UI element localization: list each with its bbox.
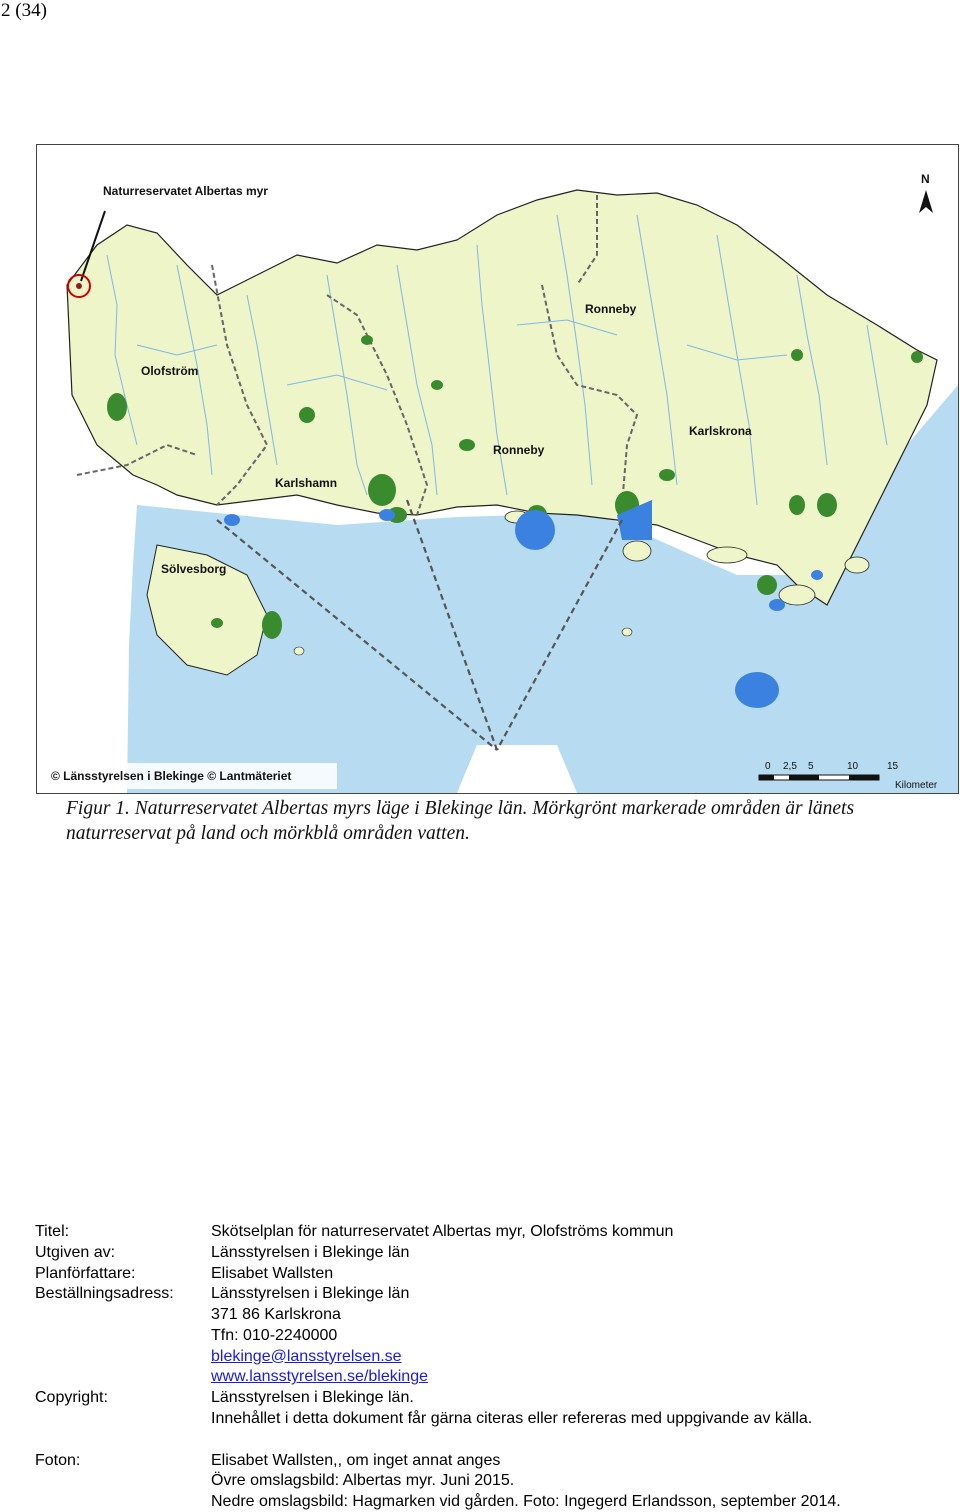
north-label: N (921, 172, 930, 186)
publisher-value: Länsstyrelsen i Blekinge län (211, 1243, 410, 1261)
map-canvas (37, 145, 958, 793)
town-label-olofstrom: Olofström (141, 364, 199, 378)
photos-line-1: Elisabet Wallsten,, om inget annat anges (211, 1451, 501, 1469)
order-address-line-2: 371 86 Karlskrona (211, 1306, 341, 1324)
title-label: Titel: (35, 1223, 70, 1240)
website-link[interactable]: www.lansstyrelsen.se/blekinge (211, 1368, 428, 1386)
photos-line-2: Övre omslagsbild: Albertas myr. Juni 2015. (211, 1472, 515, 1490)
photos-label: Foton: (35, 1451, 81, 1469)
town-label-ronneby: Ronneby (493, 443, 545, 457)
town-label-ronneby-north: Ronneby (585, 302, 637, 316)
publisher-label: Utgiven av: (35, 1243, 116, 1261)
order-address-label: Beställningsadress: (35, 1285, 174, 1303)
callout-label: Naturreservatet Albertas myr (103, 184, 268, 198)
copyright-line-2: Innehållet i detta dokument får gärna citeras eller refereras med uppgivande av källa. (211, 1409, 813, 1427)
overview-map (36, 144, 959, 794)
scale-tick-5: 5 (808, 761, 814, 772)
scale-tick-10: 10 (847, 761, 859, 772)
town-label-karlshamn: Karlshamn (275, 476, 338, 490)
order-phone: Tfn: 010-2240000 (211, 1326, 338, 1344)
author-value: Elisabet Wallsten (211, 1264, 334, 1282)
scale-tick-15: 15 (887, 761, 899, 772)
town-label-solvesborg: Sölvesborg (161, 562, 227, 576)
town-label-karlskrona: Karlskrona (689, 424, 752, 438)
scale-tick-2-5: 2,5 (783, 761, 797, 772)
map-copyright: © Länsstyrelsen i Blekinge © Lantmäteriet (51, 769, 292, 783)
page-number: 2 (34) (1, 0, 47, 21)
scale-unit: Kilometer (895, 780, 938, 791)
copyright-line-1: Länsstyrelsen i Blekinge län. (211, 1389, 414, 1407)
email-link[interactable]: blekinge@lansstyrelsen.se (211, 1347, 402, 1365)
copyright-label: Copyright: (35, 1389, 108, 1407)
title-value: Skötselplan för naturreservatet Albertas myr, Olofströms kommun (211, 1223, 674, 1240)
scale-tick-0: 0 (765, 761, 771, 772)
order-address-line-1: Länsstyrelsen i Blekinge län (211, 1285, 410, 1303)
author-label: Planförfattare: (35, 1264, 136, 1282)
figure-caption: Figur 1. Naturreservatet Albertas myrs läge i Blekinge län. Mörkgrönt markerade områden är länets naturreservat på land och mörkblå områden vatten. (66, 798, 855, 844)
photos-line-3: Nedre omslagsbild: Hagmarken vid gården. Foto: Ingegerd Erlandsson, september 2014. (211, 1493, 841, 1510)
